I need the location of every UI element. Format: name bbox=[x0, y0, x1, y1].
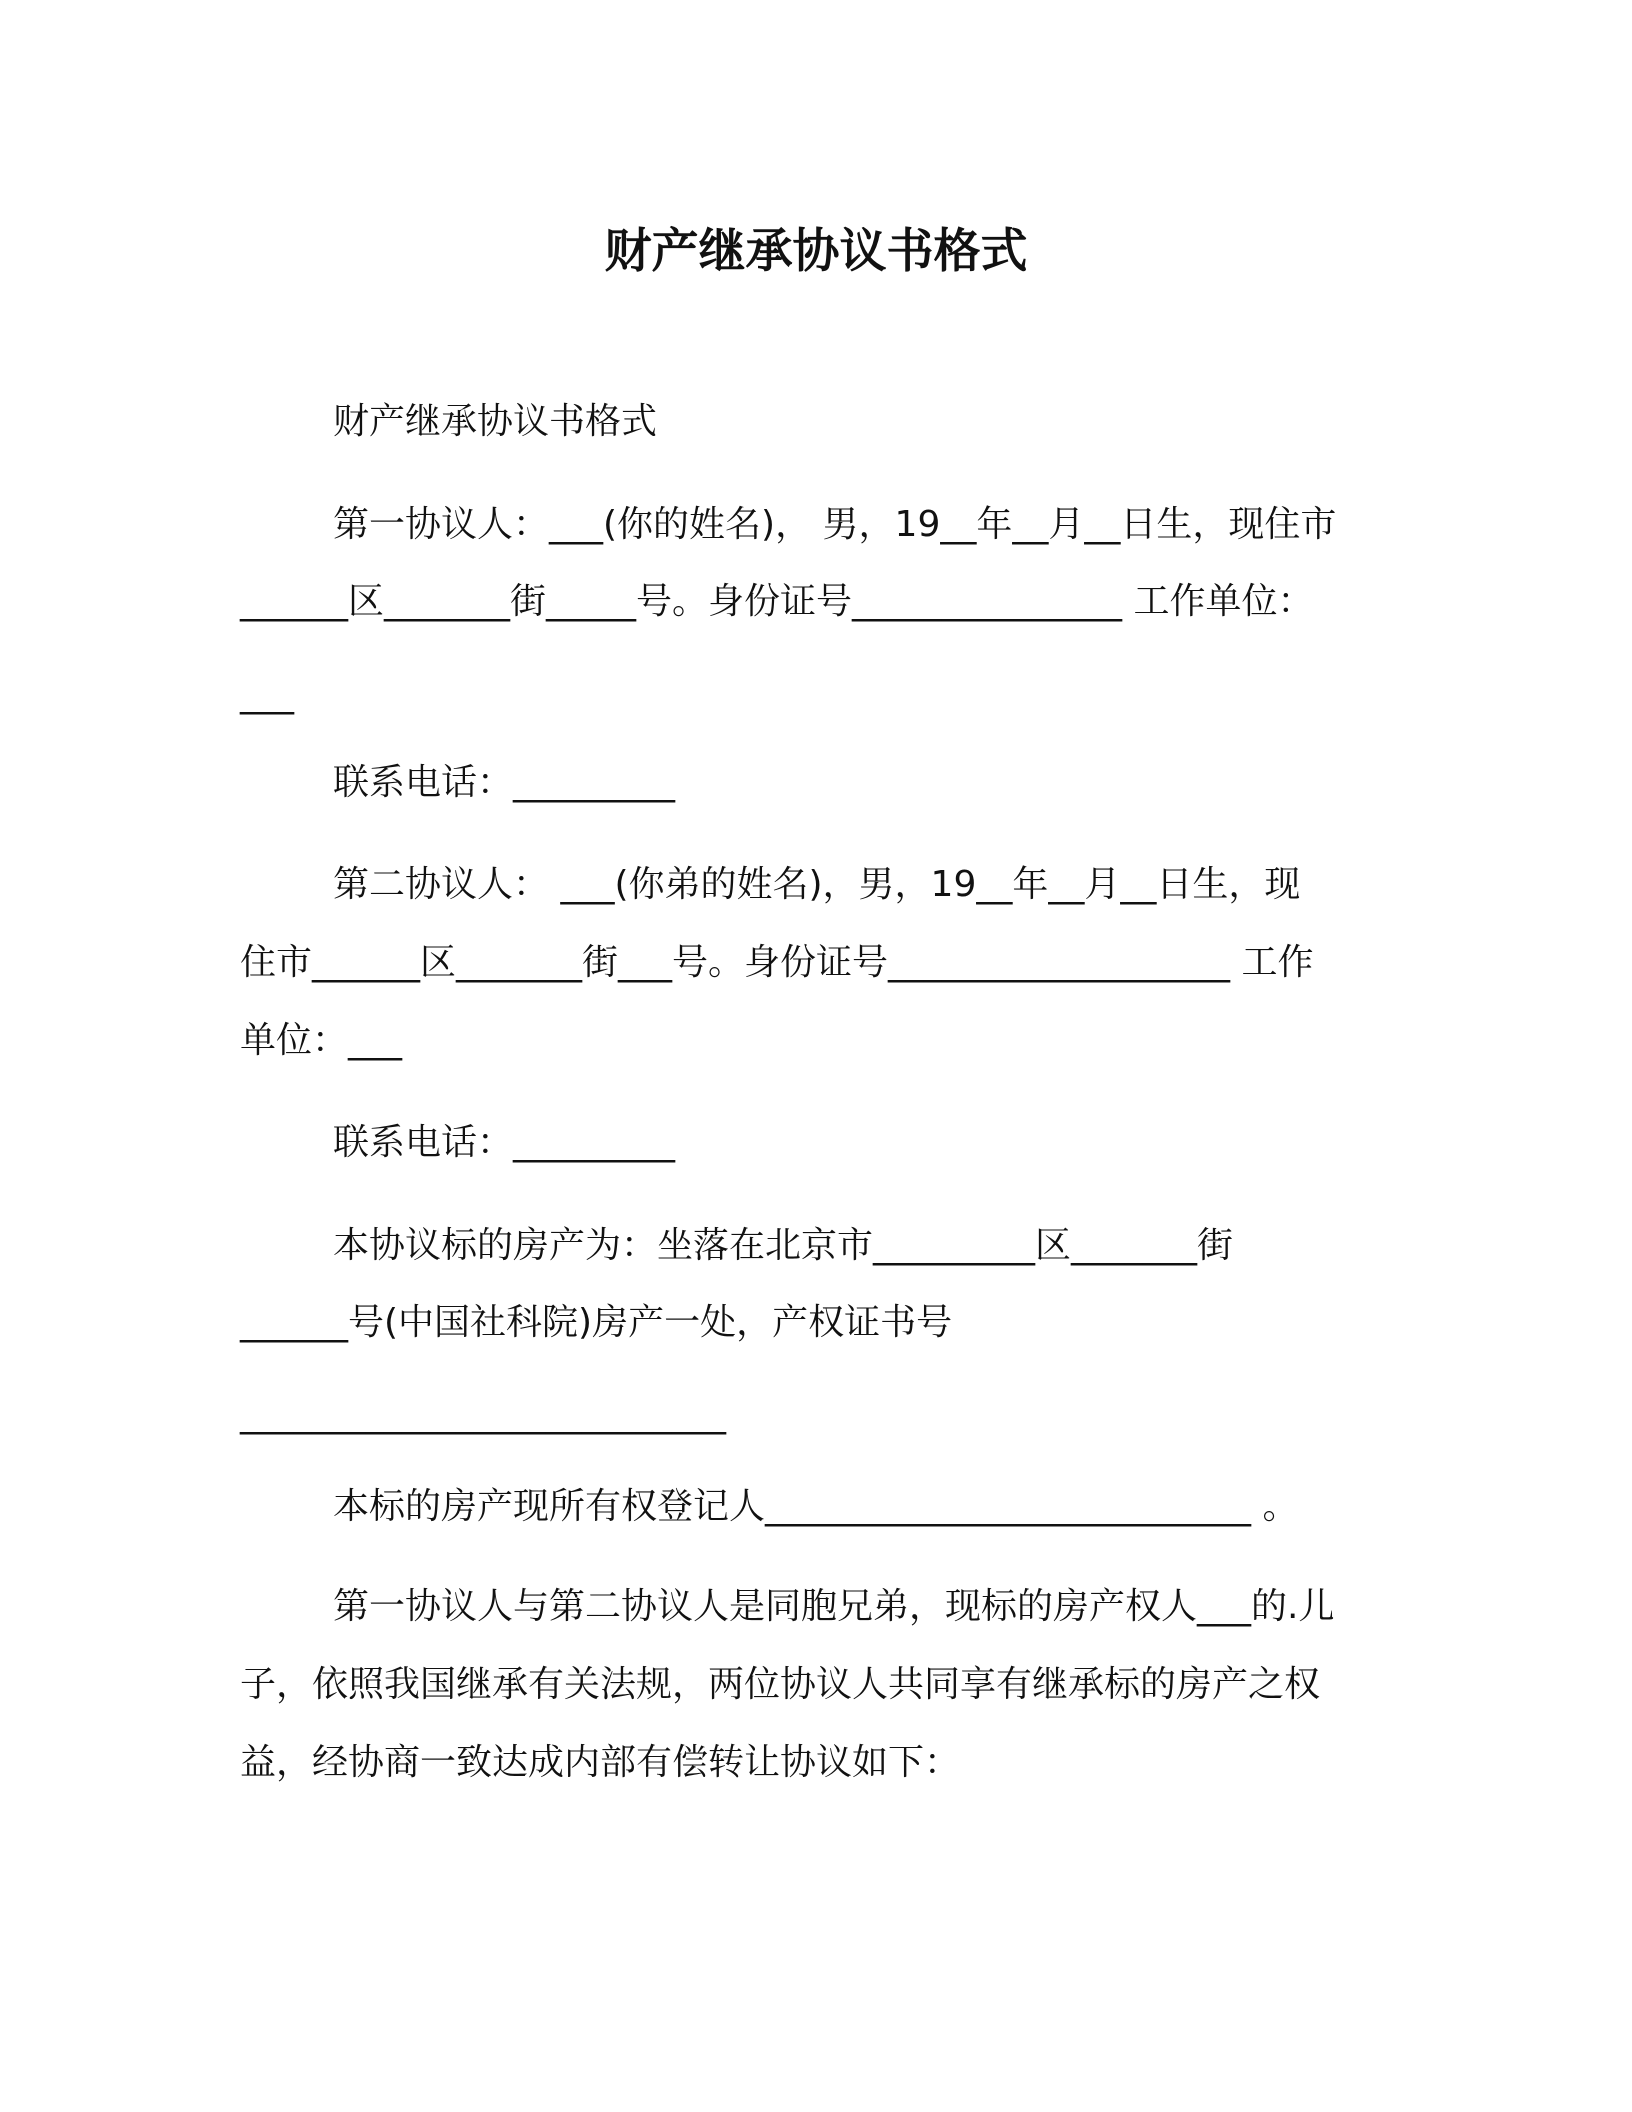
property-line-2: ______号(中国社科院)房产一处，产权证书号 bbox=[240, 1302, 953, 1343]
party-two-phone: 联系电话：_________ bbox=[333, 1122, 676, 1163]
party-one-phone: 联系电话：_________ bbox=[333, 762, 676, 803]
agreement-line-1: 第一协议人与第二协议人是同胞兄弟，现标的房产权人___的.儿 bbox=[333, 1586, 1335, 1627]
party-one-line-3: ___ bbox=[240, 674, 294, 715]
owner-line: 本标的房产现所有权登记人___________________________ 。 bbox=[333, 1486, 1299, 1527]
agreement-line-2: 子，依照我国继承有关法规，两位协议人共同享有继承标的房产之权 bbox=[240, 1664, 1321, 1705]
agreement-line-3: 益，经协商一致达成内部有偿转让协议如下： bbox=[240, 1742, 961, 1783]
party-one-line-2: ______区_______街_____号。身份证号_______________ 工作单位： bbox=[240, 581, 1314, 622]
party-one-line-1: 第一协议人：___(你的姓名)， 男，19__年__月__日生，现住市 bbox=[333, 504, 1337, 545]
party-two-line-2: 住市______区_______街___号。身份证号___________________ 工作 bbox=[240, 942, 1314, 983]
property-line-3: ___________________________ bbox=[240, 1394, 726, 1435]
party-two-line-1: 第二协议人： ___(你弟的姓名)，男，19__年__月__日生，现 bbox=[333, 864, 1301, 905]
subtitle-line: 财产继承协议书格式 bbox=[333, 401, 658, 442]
party-two-line-3: 单位：___ bbox=[240, 1020, 403, 1061]
document-title: 财产继承协议书格式 bbox=[604, 224, 1028, 279]
property-line-1: 本协议标的房产为：坐落在北京市_________区_______街 bbox=[333, 1225, 1234, 1266]
